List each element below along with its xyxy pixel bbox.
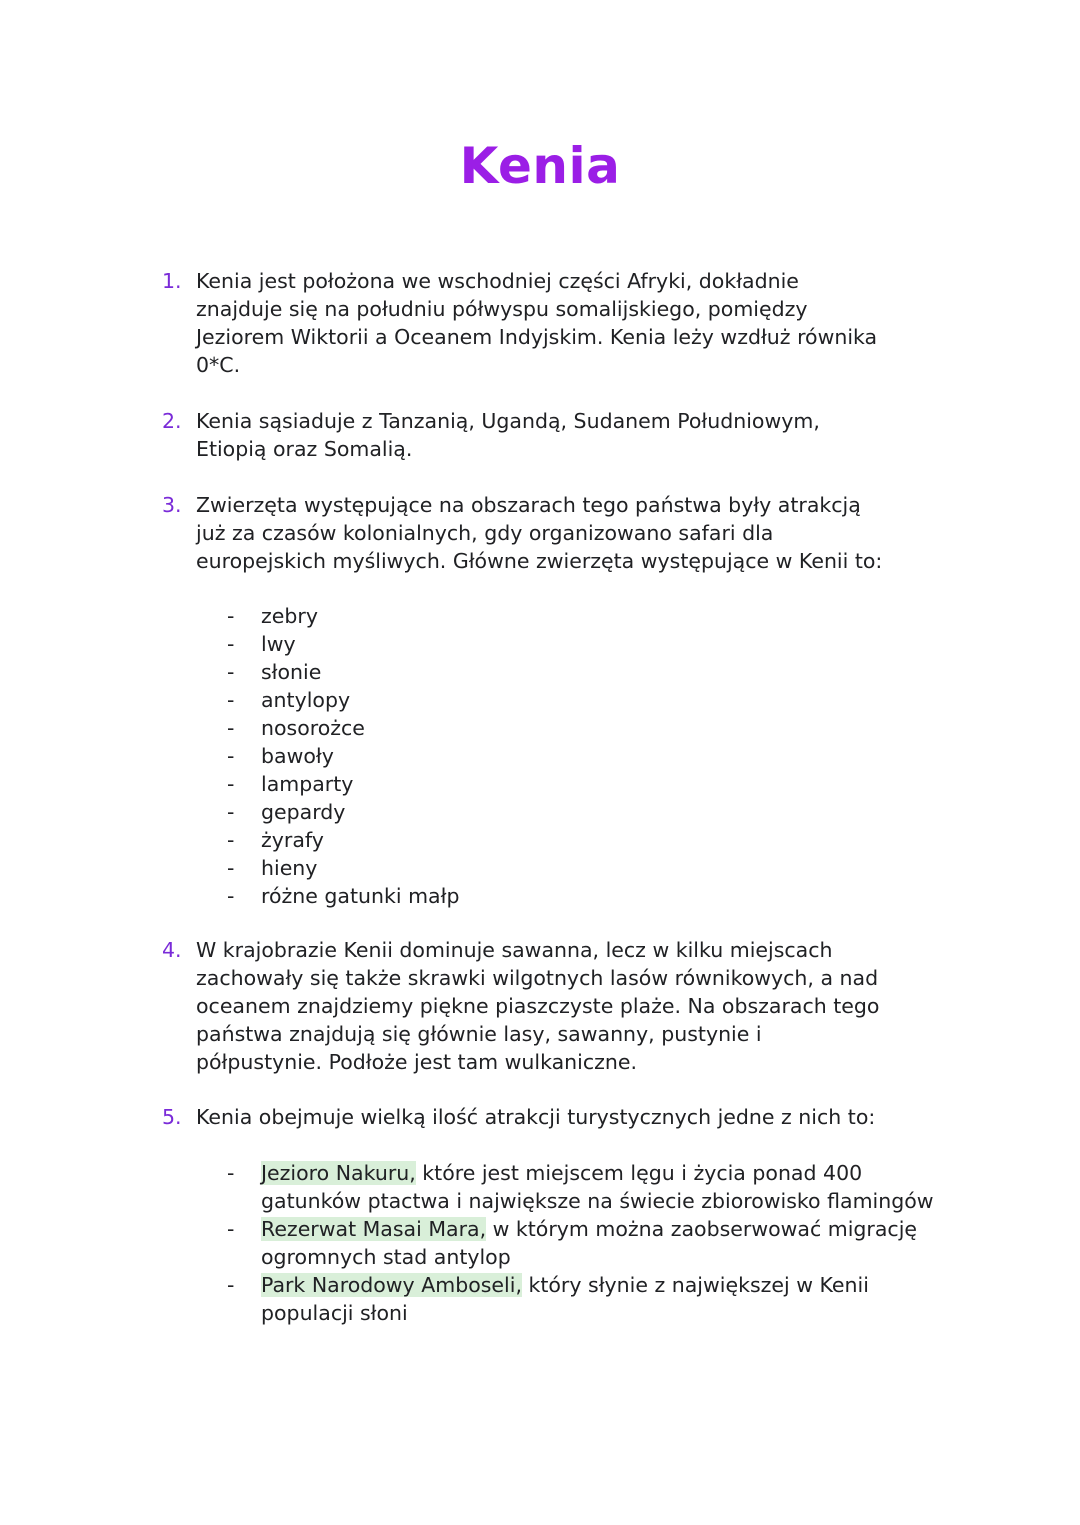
- attraction-name: Jezioro Nakuru,: [261, 1161, 416, 1185]
- item-text: Kenia obejmuje wielką ilość atrakcji turystycznych jedne z nich to:: [196, 1105, 876, 1129]
- item-number: 1.: [162, 269, 182, 293]
- attraction-description: który słynie z największej w Kenii populacji słoni: [261, 1273, 869, 1325]
- animal-name: lwy: [261, 632, 296, 656]
- dash-bullet: -: [227, 856, 235, 880]
- list-item: [0, 1159, 1080, 1215]
- dash-bullet: -: [227, 828, 235, 852]
- page-title: Kenia: [459, 137, 621, 195]
- animal-name: zebry: [261, 604, 318, 628]
- animal-name: antylopy: [261, 688, 351, 712]
- dash-bullet: -: [227, 1161, 235, 1185]
- list-item: [0, 1271, 1080, 1327]
- list-item: [0, 658, 1080, 686]
- list-item: [0, 798, 1080, 826]
- dash-bullet: -: [227, 772, 235, 796]
- attraction-name: Rezerwat Masai Mara,: [261, 1217, 487, 1241]
- item-number: 3.: [162, 493, 182, 517]
- list-item: [0, 686, 1080, 714]
- animal-name: hieny: [261, 856, 318, 880]
- list-item: [0, 742, 1080, 770]
- attraction-text: [261, 1215, 941, 1271]
- attraction-description: które jest miejscem lęgu i życia ponad 400 gatunków ptactwa i największe na świecie zbiorowisko flamingów: [261, 1161, 934, 1213]
- list-item: [0, 882, 1080, 910]
- attractions-list: [0, 1159, 1080, 1327]
- dash-bullet: -: [227, 1217, 235, 1241]
- item-text: Zwierzęta występujące na obszarach tego państwa były atrakcją już za czasów kolonialnych, gdy organizowano safari dla europejskich myśliwych. Główne zwierzęta występujące w Kenii to:: [196, 493, 883, 573]
- attraction-description: w którym można zaobserwować migrację ogromnych stad antylop: [261, 1217, 918, 1269]
- animal-name: bawoły: [261, 744, 334, 768]
- list-item: [0, 1215, 1080, 1271]
- dash-bullet: -: [227, 688, 235, 712]
- dash-bullet: -: [227, 800, 235, 824]
- dash-bullet: -: [227, 716, 235, 740]
- dash-bullet: -: [227, 884, 235, 908]
- item-number: 2.: [162, 409, 182, 433]
- item-text: Kenia sąsiaduje z Tanzanią, Ugandą, Sudanem Południowym, Etiopią oraz Somalią.: [196, 409, 820, 461]
- dash-bullet: -: [227, 744, 235, 768]
- animal-name: lamparty: [261, 772, 354, 796]
- dash-bullet: -: [227, 1273, 235, 1297]
- list-item: [0, 602, 1080, 630]
- attraction-name: Park Narodowy Amboseli,: [261, 1273, 522, 1297]
- dash-bullet: -: [227, 660, 235, 684]
- animal-name: słonie: [261, 660, 322, 684]
- dash-bullet: -: [227, 632, 235, 656]
- item-text: W krajobrazie Kenii dominuje sawanna, lecz w kilku miejscach zachowały się także skrawki wilgotnych lasów równikowych, a nad oceanem znajdziemy piękne piaszczyste plaże. Na obszarach tego państwa znajdują się głównie lasy, sawanny, pustynie i półpustynie. Podłoże jest tam wulkaniczne.: [196, 938, 880, 1074]
- item-number: 4.: [162, 938, 182, 962]
- attraction-text: [261, 1271, 941, 1327]
- list-item: [0, 714, 1080, 742]
- animals-list: [0, 602, 1080, 910]
- item-text: Kenia jest położona we wschodniej części Afryki, dokładnie znajduje się na południu półwyspu somalijskiego, pomiędzy Jeziorem Wiktorii a Oceanem Indyjskim. Kenia leży wzdłuż równika 0*C.: [196, 269, 878, 377]
- animal-name: różne gatunki małp: [261, 884, 460, 908]
- animal-name: gepardy: [261, 800, 346, 824]
- attraction-text: [261, 1159, 941, 1215]
- dash-bullet: -: [227, 604, 235, 628]
- animal-name: żyrafy: [261, 828, 324, 852]
- list-item: [0, 854, 1080, 882]
- list-item: [0, 826, 1080, 854]
- list-item: [0, 770, 1080, 798]
- animal-name: nosorożce: [261, 716, 365, 740]
- list-item: [0, 630, 1080, 658]
- item-number: 5.: [162, 1105, 182, 1129]
